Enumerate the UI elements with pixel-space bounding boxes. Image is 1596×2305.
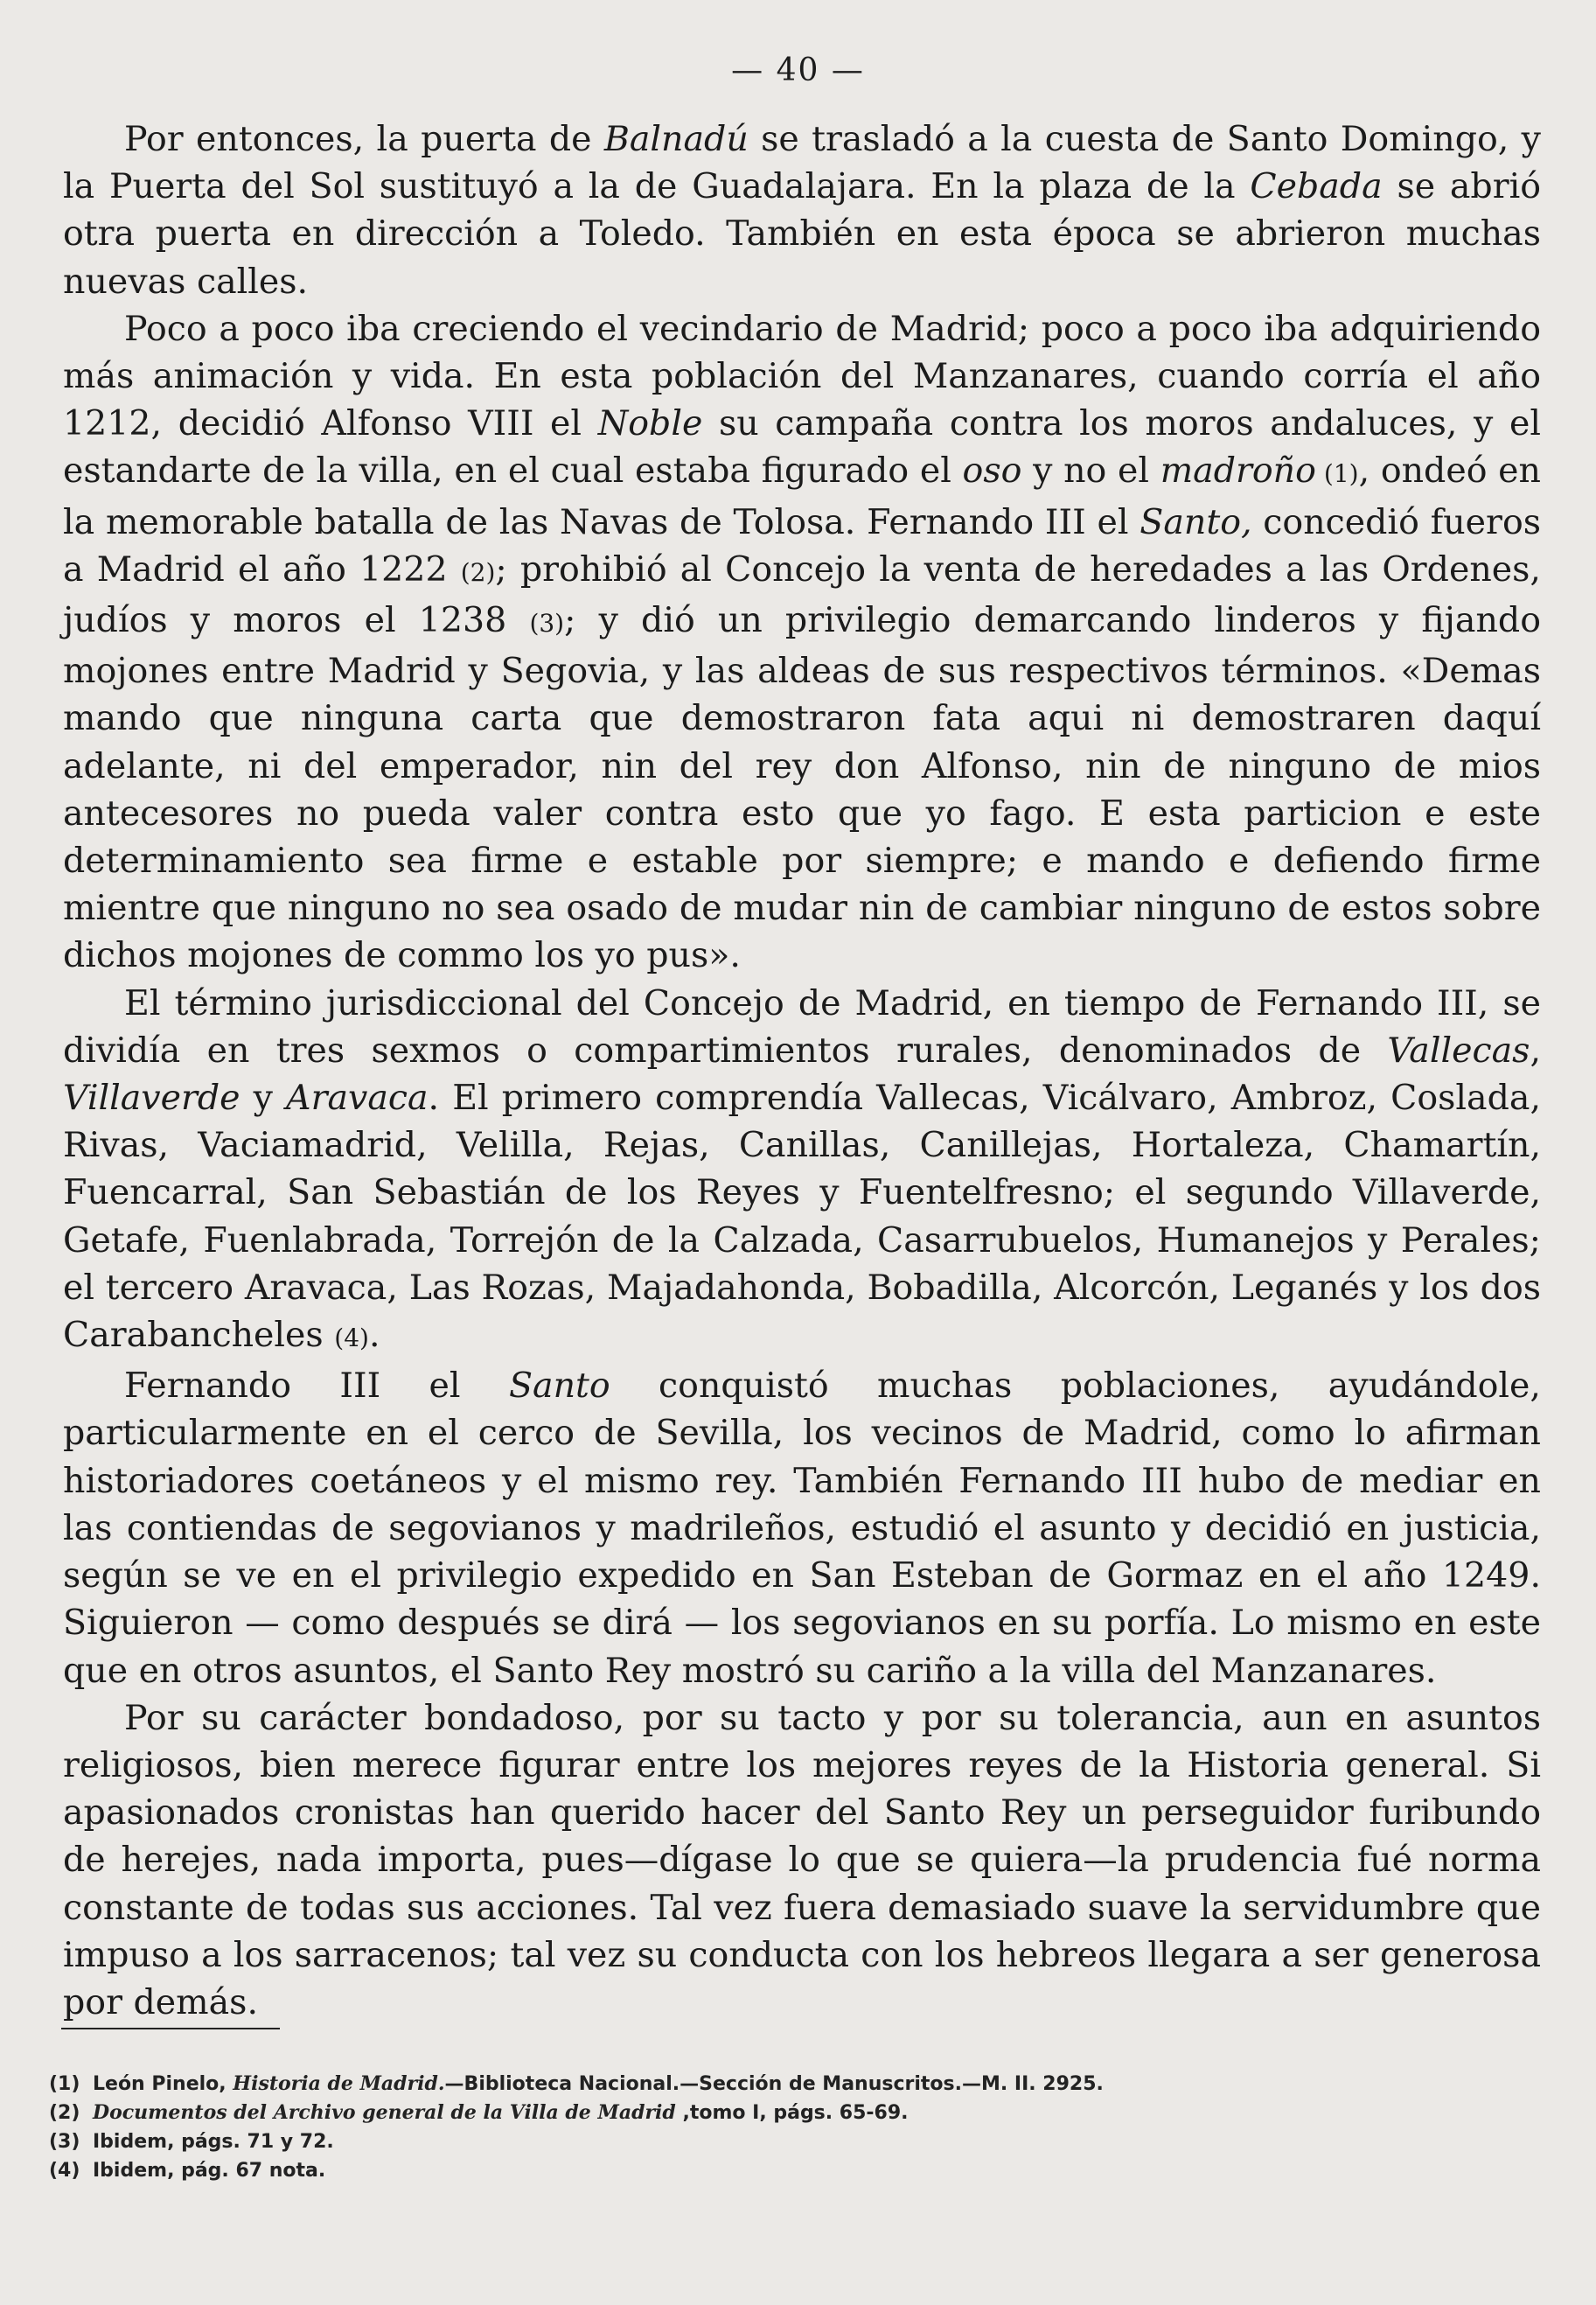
italic-run: madroño	[1160, 451, 1316, 492]
footnote-number: (2)	[49, 2102, 80, 2124]
italic-run: Cebada	[1250, 166, 1383, 207]
paragraph: Por su carácter bondadoso, por su tacto y por su tolerancia, aun en asuntos religiosos, bien merece figurar entre los mejores reyes de la Historia general. Si apasionados cronistas han querido hacer del Santo Rey un perseguidor furibundo de herejes, nada importa, pues—dígase lo que se quiera—la prudencia fué norma constante de todas sus acciones. Tal vez fuera demasiado suave la servidumbre que impuso a los sarracenos; tal vez su conducta con los hebreos llegara a ser generosa por demás.	[63, 1697, 1541, 2022]
footnote-reference: (2)	[460, 557, 496, 587]
italic-run: Documentos del Archivo general de la Villa de Madrid	[93, 2101, 676, 2124]
paragraph: Por entonces, la puerta de Balnadú se trasladó a la cuesta de Santo Domingo, y la Puerta del Sol sustituyó a la de Guadalajara. En la plaza de la Cebada se abrió otra puerta en dirección a Toledo. También en esta época se abrieron muchas nuevas calles.	[63, 119, 1541, 302]
paragraph: El término jurisdiccional del Concejo de Madrid, en tiempo de Fernando III, se dividía en tres sexmos o compartimientos rurales, denominados de Vallecas, Villaverde y Aravaca. El primero comprendía Vallecas, Vicálvaro, Ambroz, Coslada, Rivas, Vaciamadrid, Velilla, Rejas, Canillas, Canillejas, Hortaleza, Chamartín, Fuencarral, San Sebastián de los Reyes y Fuentelfresno; el segundo Villaverde, Getafe, Fuenlabrada, Torrejón de la Calzada, Casarrubuelos, Humanejos y Perales; el tercero Aravaca, Las Rozas, Majadahonda, Bobadilla, Alcorcón, Leganés y los dos Carabancheles (4).	[63, 982, 1541, 1356]
footnote-text: León Pinelo, Historia de Madrid.—Biblioteca Nacional.—Sección de Manuscritos.—M. II. 2925.	[93, 2072, 1104, 2095]
italic-run: Santo	[508, 1366, 610, 1407]
footnote-number: (1)	[49, 2073, 80, 2095]
footnote-text: Documentos del Archivo general de la Villa de Madrid ,tomo I, págs. 65-69.	[93, 2101, 909, 2124]
italic-run: Aravaca	[286, 1078, 429, 1119]
footnote-reference: (1)	[1315, 459, 1359, 489]
footnote-text: Ibidem, págs. 71 y 72.	[93, 2131, 334, 2153]
footnote-reference: (4)	[334, 1324, 369, 1353]
page-number: — 40 —	[731, 52, 865, 88]
footnotes	[49, 2070, 1361, 2185]
italic-run: oso	[962, 451, 1022, 492]
footnote-text: Ibidem, pág. 67 nota.	[93, 2160, 326, 2182]
footnote	[49, 2156, 1361, 2185]
italic-run: Santo,	[1140, 501, 1252, 542]
footnote-reference: (3)	[529, 609, 565, 639]
footnote-number: (3)	[49, 2131, 80, 2153]
footnote	[49, 2127, 1361, 2156]
footnote	[49, 2099, 1361, 2127]
paragraph: Poco a poco iba creciendo el vecindario de Madrid; poco a poco iba adquiriendo más animación y vida. En esta población del Manzanares, cuando corría el año 1212, decidió Alfonso VIII el Noble su campaña contra los moros andaluces, y el estandarte de la villa, en el cual estaba figurado el oso y no el madroño (1), ondeó en la memorable batalla de las Navas de Tolosa. Fernando III el Santo, concedió fueros a Madrid el año 1222 (2); prohibió al Concejo la venta de heredades a las Ordenes, judíos y moros el 1238 (3); y dió un privilegio demarcando linderos y fijando mojones entre Madrid y Segovia, y las aldeas de sus respectivos términos. «Demas mando que ninguna carta que demostraron fata aqui ni demostraren daquí adelante, ni del emperador, nin del rey don Alfonso, nin de ninguno de mios antecesores no pueda valer contra esto que yo fago. E esta particion e este determinamiento sea firme e estable por siempre; e mando e defiendo firme mientre que ninguno no sea osado de mudar nin de cambiar ninguno de estos sobre dichos mojones de commo los yo pus».	[63, 308, 1541, 976]
body-text	[63, 115, 1541, 2026]
footnote	[49, 2070, 1361, 2099]
italic-run: Villaverde	[63, 1078, 240, 1119]
italic-run: Historia de Madrid.	[233, 2072, 445, 2095]
paragraph: Fernando III el Santo conquistó muchas poblaciones, ayudándole, particularmente en el cerco de Sevilla, los vecinos de Madrid, como lo afirman historiadores coetáneos y el mismo rey. También Fernando III hubo de mediar en las contiendas de segovianos y madrileños, estudió el asunto y decidió en justicia, según se ve en el privilegio expedido en San Esteban de Gormaz en el año 1249. Siguieron — como después se dirá — los segovianos en su porfía. Lo mismo en este que en otros asuntos, el Santo Rey mostró su cariño a la villa del Manzanares.	[63, 1366, 1541, 1691]
footnote-number: (4)	[49, 2160, 80, 2182]
italic-run: Noble	[597, 403, 703, 444]
italic-run: Vallecas	[1387, 1030, 1530, 1071]
italic-run: Balnadú	[603, 119, 749, 159]
footnote-divider	[61, 2028, 280, 2029]
